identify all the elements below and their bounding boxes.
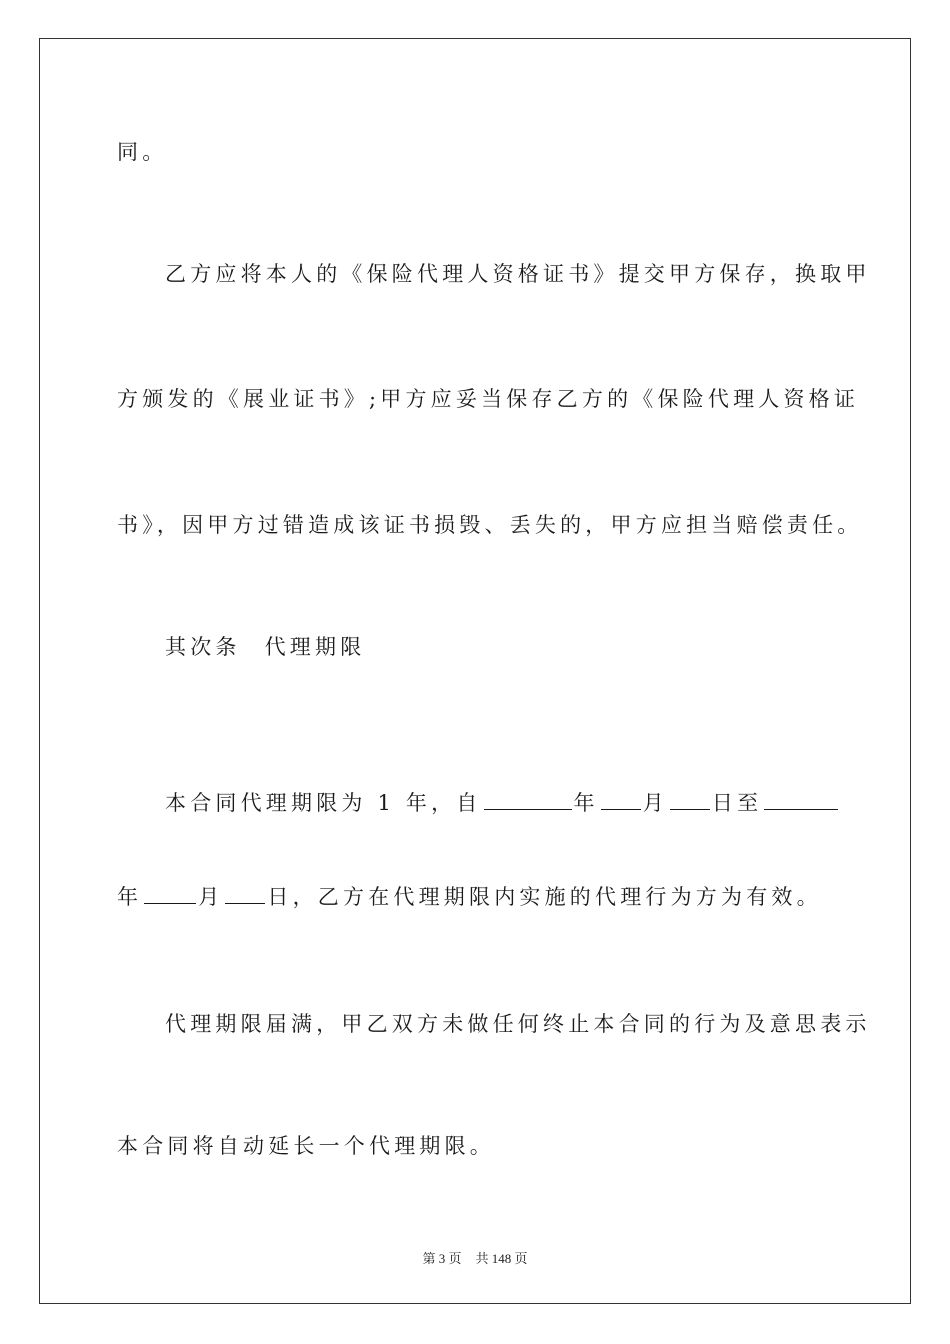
term-line-1 bbox=[165, 787, 840, 818]
renewal-line-1: 代理期限届满，甲乙双方未做任何终止本合同的行为及意思表示 bbox=[165, 1012, 871, 1036]
blank-end-year[interactable] bbox=[764, 787, 838, 810]
term-line-2 bbox=[117, 881, 822, 912]
text-line-4: 书》，因甲方过错造成该证书损毁、丢失的，甲方应担当赔偿责任。 bbox=[117, 513, 863, 537]
blank-start-year[interactable] bbox=[484, 787, 572, 810]
term-text-start: 本合同代理期限为 1 年，自 bbox=[165, 791, 482, 815]
page-total: 共 148 页 bbox=[475, 1251, 528, 1266]
term-end-year-label: 年 bbox=[117, 885, 143, 909]
term-end-month-label: 月 bbox=[198, 885, 224, 909]
text-line-3: 方颁发的《展业证书》;甲方应妥当保存乙方的《保险代理人资格证 bbox=[117, 387, 860, 411]
term-day-to-label: 日至 bbox=[711, 791, 763, 815]
blank-start-day[interactable] bbox=[670, 787, 710, 810]
blank-end-day[interactable] bbox=[225, 881, 265, 904]
section-number: 其次条 bbox=[165, 635, 241, 659]
term-year-label: 年 bbox=[573, 791, 599, 815]
term-month-label: 月 bbox=[642, 791, 668, 815]
section-heading bbox=[165, 632, 365, 662]
page-number: 第 3 页 bbox=[422, 1251, 462, 1266]
term-end-rest: 日，乙方在代理期限内实施的代理行为方为有效。 bbox=[267, 885, 822, 909]
section-title: 代理期限 bbox=[264, 635, 366, 659]
page-footer bbox=[0, 1248, 950, 1267]
renewal-line-2: 本合同将自动延长一个代理期限。 bbox=[117, 1134, 495, 1158]
text-line-1: 同。 bbox=[117, 140, 168, 164]
blank-start-month[interactable] bbox=[601, 787, 641, 810]
blank-end-month[interactable] bbox=[144, 881, 196, 904]
page-frame bbox=[39, 38, 911, 1304]
text-line-2: 乙方应将本人的《保险代理人资格证书》提交甲方保存，换取甲 bbox=[165, 262, 871, 286]
